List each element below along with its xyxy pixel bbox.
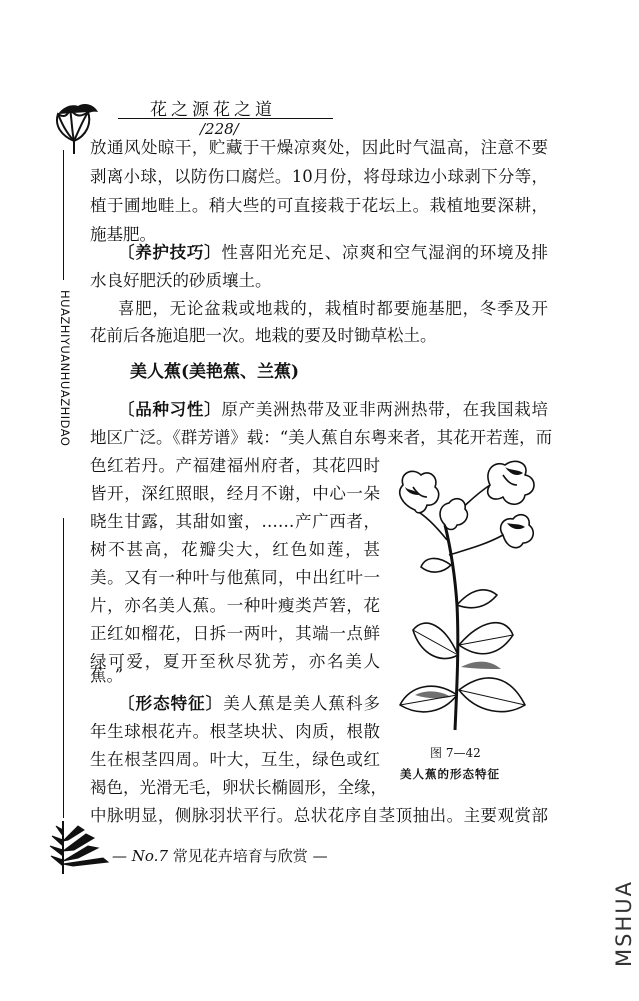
body-line bbox=[118, 241, 548, 265]
subsection-label: 〔品种习性〕 bbox=[118, 400, 222, 419]
spine-pinyin-title: HUAZHIYUANHUAZHIDAO bbox=[58, 290, 72, 447]
page-footer bbox=[112, 845, 328, 866]
spine-rule-bottom bbox=[63, 518, 64, 818]
body-line: 皆开，深红照眼，经月不谢，中心一朵 bbox=[90, 484, 380, 503]
body-line: 喜肥，无论盆栽或地栽的，栽植时都要施基肥，冬季及开 bbox=[118, 299, 548, 318]
body-line: 放通风处晾干，贮藏于干燥凉爽处，因此时气温高，注意不要 bbox=[90, 138, 548, 157]
body-line: 植于圃地畦上。稍大些的可直接栽于花坛上。栽植地要深耕， bbox=[90, 196, 548, 215]
body-line: 树不甚高，花瓣尖大，红色如莲，甚 bbox=[90, 540, 380, 559]
body-line: 年生球根花卉。根茎块状、肉质，根散 bbox=[90, 722, 380, 741]
body-line: 蕉。” bbox=[90, 666, 124, 685]
body-line: 水良好肥沃的砂质壤土。 bbox=[90, 271, 272, 290]
body-line bbox=[118, 692, 380, 716]
running-header-title: 花之源花之道 bbox=[150, 100, 276, 120]
section-heading: 美人蕉(美艳蕉、兰蕉) bbox=[130, 362, 300, 382]
watermark-text: MSHUA bbox=[612, 880, 636, 967]
body-line: 正红如榴花，日拆一两叶，其端一点鲜 bbox=[90, 624, 380, 643]
spine-rule-top bbox=[63, 150, 64, 280]
footer-chapter-number: No.7 bbox=[131, 847, 168, 865]
body-line bbox=[118, 398, 548, 422]
figure-number: 图 7—42 bbox=[430, 746, 481, 760]
figure-caption: 美人蕉的形态特征 bbox=[400, 767, 500, 781]
header-rule bbox=[118, 118, 333, 119]
body-line: 美。又有一种叶与他蕉同，中出红叶一 bbox=[90, 568, 380, 587]
body-line: 色红若丹。产福建福州府者，其花四时 bbox=[90, 456, 380, 475]
subsection-label: 〔形态特征〕 bbox=[118, 694, 224, 713]
subsection-label: 〔养护技巧〕 bbox=[118, 243, 222, 262]
footer-dash: — bbox=[112, 847, 132, 865]
page-number: /228/ bbox=[200, 120, 239, 138]
body-text: 性喜阳光充足、凉爽和空气湿润的环境及排 bbox=[221, 243, 549, 262]
footer-dash: — bbox=[307, 847, 328, 865]
body-line: 绿可爱，夏开至秋尽犹芳，亦名美人 bbox=[90, 652, 380, 671]
body-line: 中脉明显，侧脉羽状平行。总状花序自茎顶抽出。主要观赏部 bbox=[90, 806, 548, 825]
body-line: 剥离小球，以防伤口腐烂。10月份，将母球边小球剥下分等， bbox=[90, 167, 548, 186]
canna-lily-illustration bbox=[385, 455, 545, 735]
body-line: 晓生甘露，其甜如蜜，……产广西者， bbox=[90, 512, 380, 531]
body-text: 美人蕉是美人蕉科多 bbox=[223, 694, 381, 713]
body-line: 施基肥。 bbox=[90, 225, 156, 244]
body-line: 褐色，光滑无毛，卵状长椭圆形，全缘， bbox=[90, 778, 387, 797]
footer-chapter-title: 常见花卉培育与欣赏 bbox=[172, 847, 308, 865]
body-line: 片，亦名美人蕉。一种叶瘦类芦箬，花 bbox=[90, 596, 380, 615]
body-line: 花前后各施追肥一次。地栽的要及时锄草松土。 bbox=[90, 326, 437, 345]
body-text: 原产美洲热带及亚非两洲热带，在我国栽培 bbox=[221, 400, 549, 419]
body-line: 生在根茎四周。叶大，互生，绿色或红 bbox=[90, 750, 380, 769]
body-line: 地区广泛。《群芳谱》载：“美人蕉自东粤来者，其花开若莲，而 bbox=[90, 428, 553, 447]
